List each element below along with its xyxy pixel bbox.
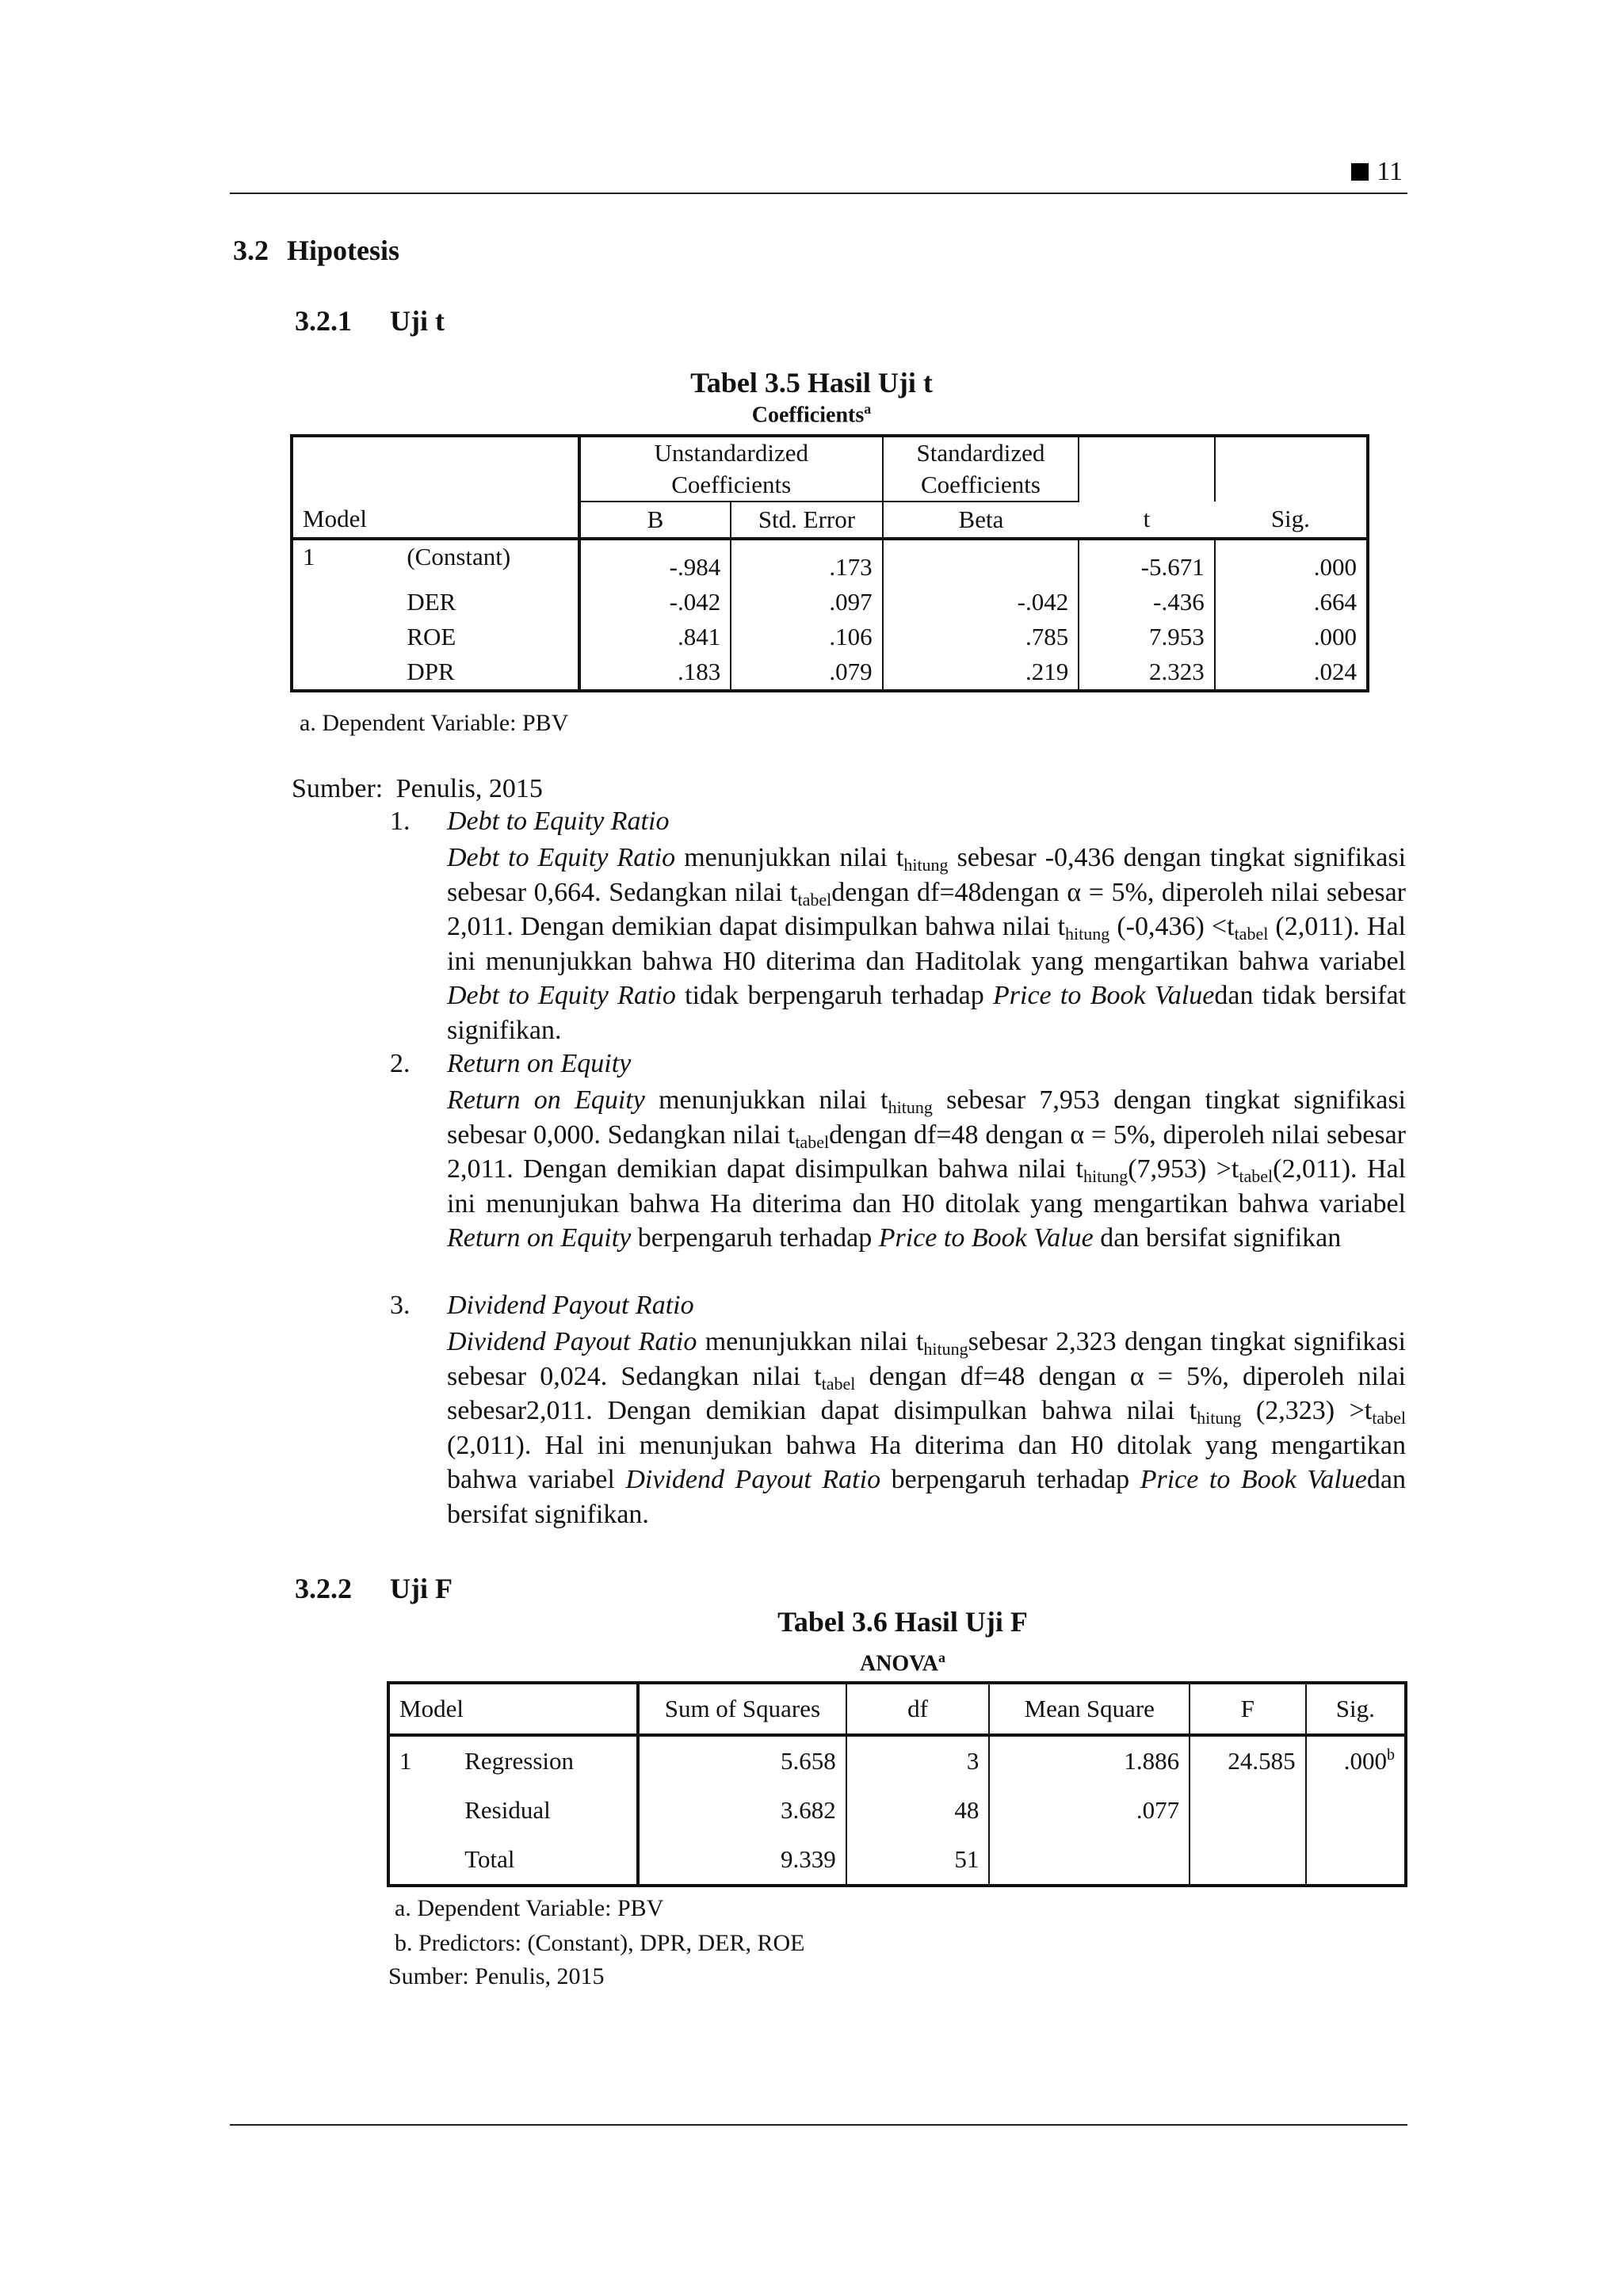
- cell-f: [1190, 1835, 1305, 1886]
- cell-se: .097: [731, 585, 882, 620]
- header-sig: Sig.: [1306, 1683, 1406, 1735]
- table-t-subtitle: [0, 401, 1623, 428]
- cell-sig: [1306, 1735, 1406, 1786]
- para-sub: hitung: [1083, 1166, 1128, 1187]
- para-sub: tabel: [821, 1373, 856, 1394]
- header-mean-square: Mean Square: [989, 1683, 1190, 1735]
- page-number: [1351, 157, 1403, 187]
- para-text: menunjukkan nilai t: [644, 1085, 888, 1115]
- cell-b: -.042: [669, 588, 721, 616]
- source-label: Sumber: [292, 774, 376, 803]
- header-sig: Sig.: [1270, 505, 1310, 532]
- para-sub: hitung: [1197, 1408, 1242, 1428]
- cell-t: -.436: [1079, 585, 1215, 620]
- cell-df: 51: [846, 1835, 990, 1886]
- para-sub: tabel: [797, 889, 832, 910]
- table-f-subtitle-text: ANOVA: [859, 1651, 939, 1676]
- cell-df: 48: [846, 1786, 990, 1835]
- para-text: dan bersifat signifikan: [1093, 1223, 1342, 1253]
- table-header-row: [292, 436, 1368, 502]
- cell-t: -5.671: [1079, 539, 1215, 585]
- cell-t: 2.323: [1079, 654, 1215, 691]
- para-italic: Return on Equity: [447, 1223, 632, 1253]
- table-f-subtitle-sup: a: [938, 1650, 946, 1665]
- para-text: (2,323) >t: [1241, 1396, 1373, 1426]
- item-paragraph: [447, 1325, 1406, 1532]
- cell-ss: 3.682: [781, 1796, 836, 1824]
- cell-model-no: [292, 654, 397, 691]
- cell-t: 7.953: [1079, 620, 1215, 654]
- cell-var: ROE: [397, 620, 579, 654]
- para-text: menunjukkan nilai t: [675, 843, 904, 872]
- cell-source: Regression: [455, 1735, 638, 1786]
- para-text: dan tidak bersifat signifikan.: [447, 981, 1406, 1045]
- cell-sig: [1306, 1786, 1406, 1835]
- subsection-t-title: Uji t: [390, 305, 445, 337]
- cell-sig: .664: [1215, 585, 1368, 620]
- header-empty: [292, 436, 579, 502]
- header-sum-of-squares: Sum of Squares: [664, 1695, 821, 1722]
- header-b: B: [579, 502, 731, 539]
- footer-rule: [230, 2124, 1407, 2126]
- table-row: [388, 1735, 1406, 1786]
- table-header-row: [388, 1683, 1406, 1735]
- para-italic: Dividend Payout Ratio: [447, 1327, 697, 1356]
- item-title: Dividend Payout Ratio: [447, 1291, 694, 1320]
- para-text: (-0,436) <t: [1109, 912, 1235, 942]
- table-row: [388, 1835, 1406, 1886]
- para-sub: hitung: [903, 855, 949, 875]
- cell-var: (Constant): [397, 539, 579, 585]
- section-title: Hipotesis: [287, 235, 400, 266]
- para-sub: tabel: [1372, 1408, 1406, 1428]
- cell-sig: [1306, 1835, 1406, 1886]
- para-text: tidak berpengaruh terhadap: [675, 981, 993, 1011]
- header-standardized: [883, 436, 1079, 502]
- cell-se: .079: [731, 654, 882, 691]
- para-italic: Debt to Equity Ratio: [447, 981, 676, 1011]
- subsection-f-number: 3.2.2: [295, 1573, 352, 1604]
- para-italic: Debt to Equity Ratio: [447, 843, 676, 872]
- cell-model-no: 1: [303, 543, 315, 570]
- header-model: Model: [292, 502, 579, 539]
- header-std-line1: Standardized: [916, 439, 1045, 467]
- cell-b: .183: [677, 658, 721, 685]
- table-row: [292, 620, 1368, 654]
- header-std-error: Std. Error: [731, 502, 882, 539]
- para-text: dan bersifat signifikan.: [447, 1465, 1406, 1529]
- cell-b: -.984: [669, 553, 721, 581]
- item-number: 3.: [390, 1291, 411, 1320]
- table-f-note-b: b. Predictors: (Constant), DPR, DER, ROE: [395, 1930, 805, 1956]
- cell-source: Total: [455, 1835, 638, 1886]
- para-text: dengan df=48dengan α = 5%, diperoleh nilai sebesar 2,011. Dengan demikian dapat disimpulkan bahwa nilai t: [447, 877, 1406, 942]
- subsection-f-title: Uji F: [390, 1573, 453, 1604]
- table-row: [292, 585, 1368, 620]
- cell-sig: .024: [1215, 654, 1368, 691]
- table-row: [388, 1786, 1406, 1835]
- cell-model-no: [292, 585, 397, 620]
- para-text: dengan df=48 dengan α = 5%, diperoleh nilai sebesar2,011. Dengan demikian dapat disimpulkan bahwa nilai t: [447, 1361, 1406, 1426]
- para-italic: Dividend Payout Ratio: [625, 1465, 881, 1495]
- header-model: Model: [388, 1683, 638, 1735]
- header-t: t: [1143, 505, 1151, 532]
- cell-beta: .785: [883, 620, 1079, 654]
- section-number: 3.2: [233, 235, 269, 266]
- source-value: Penulis, 2015: [395, 774, 543, 803]
- table-f-caption: Tabel 3.6 Hasil Uji F: [777, 1606, 1028, 1638]
- cell-model-no: 1: [399, 1747, 412, 1775]
- cell-beta: [883, 539, 1079, 585]
- cell-var: DER: [397, 585, 579, 620]
- table-t-caption: Tabel 3.5 Hasil Uji t: [690, 367, 933, 399]
- header-f: F: [1190, 1683, 1305, 1735]
- para-text: sebesar 2,323 dengan tingkat signifikasi sebesar 0,024. Sedangkan nilai t: [447, 1327, 1406, 1391]
- para-sub: tabel: [795, 1131, 830, 1152]
- header-unstd-line2: Coefficients: [671, 471, 792, 498]
- para-italic: Price to Book Value: [1140, 1465, 1367, 1495]
- header-unstd-line1: Unstandardized: [654, 439, 808, 467]
- table-t-note: a. Dependent Variable: PBV: [300, 710, 569, 736]
- header-t-empty: [1079, 436, 1215, 502]
- cell-df: 3: [846, 1735, 990, 1786]
- coefficients-table: [290, 434, 1369, 692]
- item-paragraph: [447, 841, 1406, 1048]
- cell-var: DPR: [397, 654, 579, 691]
- cell-sig-sup: b: [1387, 1746, 1395, 1764]
- page-number-text: 11: [1377, 157, 1403, 186]
- header-std-line2: Coefficients: [920, 471, 1041, 498]
- para-text: berpengaruh terhadap: [631, 1223, 879, 1253]
- cell-ss: 9.339: [781, 1845, 836, 1873]
- para-text: berpengaruh terhadap: [880, 1465, 1140, 1495]
- item-number: 2.: [390, 1049, 411, 1078]
- para-sub: tabel: [1234, 924, 1269, 944]
- para-text: (7,953) >t: [1128, 1154, 1239, 1184]
- cell-b: .841: [677, 623, 721, 650]
- item-number: 1.: [390, 807, 411, 836]
- cell-f: 24.585: [1190, 1735, 1305, 1786]
- header-unstandardized: [579, 436, 883, 502]
- cell-se: .173: [731, 539, 882, 585]
- para-text: sebesar 7,953 dengan tingkat signifikasi sebesar 0,000. Sedangkan nilai t: [447, 1085, 1406, 1150]
- cell-model-no: [292, 620, 397, 654]
- para-italic: Return on Equity: [447, 1085, 645, 1115]
- cell-sig: .000: [1215, 539, 1368, 585]
- table-t-subtitle-sup: a: [864, 401, 872, 417]
- anova-table: [387, 1681, 1407, 1887]
- header-rule: [230, 193, 1407, 194]
- table-f-source: Sumber: Penulis, 2015: [388, 1963, 605, 1989]
- header-beta: Beta: [883, 502, 1079, 539]
- cell-beta: .219: [883, 654, 1079, 691]
- cell-model-no: [388, 1786, 455, 1835]
- subsection-t-number: 3.2.1: [295, 305, 352, 337]
- table-t-subtitle-text: Coefficients: [751, 402, 865, 428]
- para-text: (2,011). Hal ini menunjukan bahwa Ha diterima dan H0 ditolak yang mengartikan bahwa variabel: [447, 1154, 1407, 1219]
- cell-beta: -.042: [883, 585, 1079, 620]
- para-sub: hitung: [1065, 924, 1110, 944]
- para-italic: Price to Book Value: [993, 981, 1215, 1011]
- cell-f: [1190, 1786, 1305, 1835]
- para-sub: hitung: [888, 1097, 933, 1117]
- para-sub: tabel: [1239, 1166, 1274, 1187]
- table-t-source: Sumber: Penulis, 2015: [292, 774, 543, 803]
- cell-ss: 5.658: [781, 1747, 836, 1775]
- para-text: dengan df=48 dengan α = 5%, diperoleh nilai sebesar 2,011. Dengan demikian dapat disimpulkan bahwa nilai t: [447, 1119, 1406, 1184]
- item-title: Debt to Equity Ratio: [447, 807, 670, 836]
- header-df: df: [846, 1683, 990, 1735]
- cell-ms: .077: [989, 1786, 1190, 1835]
- para-text: (2,011). Hal ini menunjukan bahwa Ha diterima dan H0 ditolak yang mengartikan bahwa variabel: [447, 1430, 1406, 1495]
- table-row: [292, 654, 1368, 691]
- cell-ms: 1.886: [989, 1735, 1190, 1786]
- item-paragraph: [447, 1083, 1406, 1256]
- cell-model-no: [388, 1835, 455, 1886]
- subsection-t-heading: [295, 304, 352, 338]
- para-sub: hitung: [923, 1339, 968, 1359]
- cell-ms: [989, 1835, 1190, 1886]
- table-row: [292, 539, 1368, 585]
- cell-se: .106: [731, 620, 882, 654]
- para-text: sebesar -0,436 dengan tingkat signifikasi sebesar 0,664. Sedangkan nilai t: [447, 843, 1407, 907]
- para-text: (2,011). Hal ini menunjukkan bahwa H0 diterima dan Haditolak yang mengartikan bahwa variabel: [447, 912, 1406, 976]
- header-sig-empty: [1215, 436, 1368, 502]
- black-square-icon: [1351, 163, 1369, 181]
- cell-sig-value: .000: [1343, 1747, 1387, 1775]
- cell-source: Residual: [455, 1786, 638, 1835]
- table-f-note-a: a. Dependent Variable: PBV: [395, 1895, 664, 1921]
- item-title: Return on Equity: [447, 1049, 632, 1078]
- table-header-row: [292, 502, 1368, 539]
- table-f-subtitle: [0, 1650, 1623, 1676]
- cell-sig: .000: [1215, 620, 1368, 654]
- para-italic: Price to Book Value: [878, 1223, 1094, 1253]
- para-text: menunjukkan nilai t: [697, 1327, 924, 1356]
- section-heading: [233, 234, 399, 267]
